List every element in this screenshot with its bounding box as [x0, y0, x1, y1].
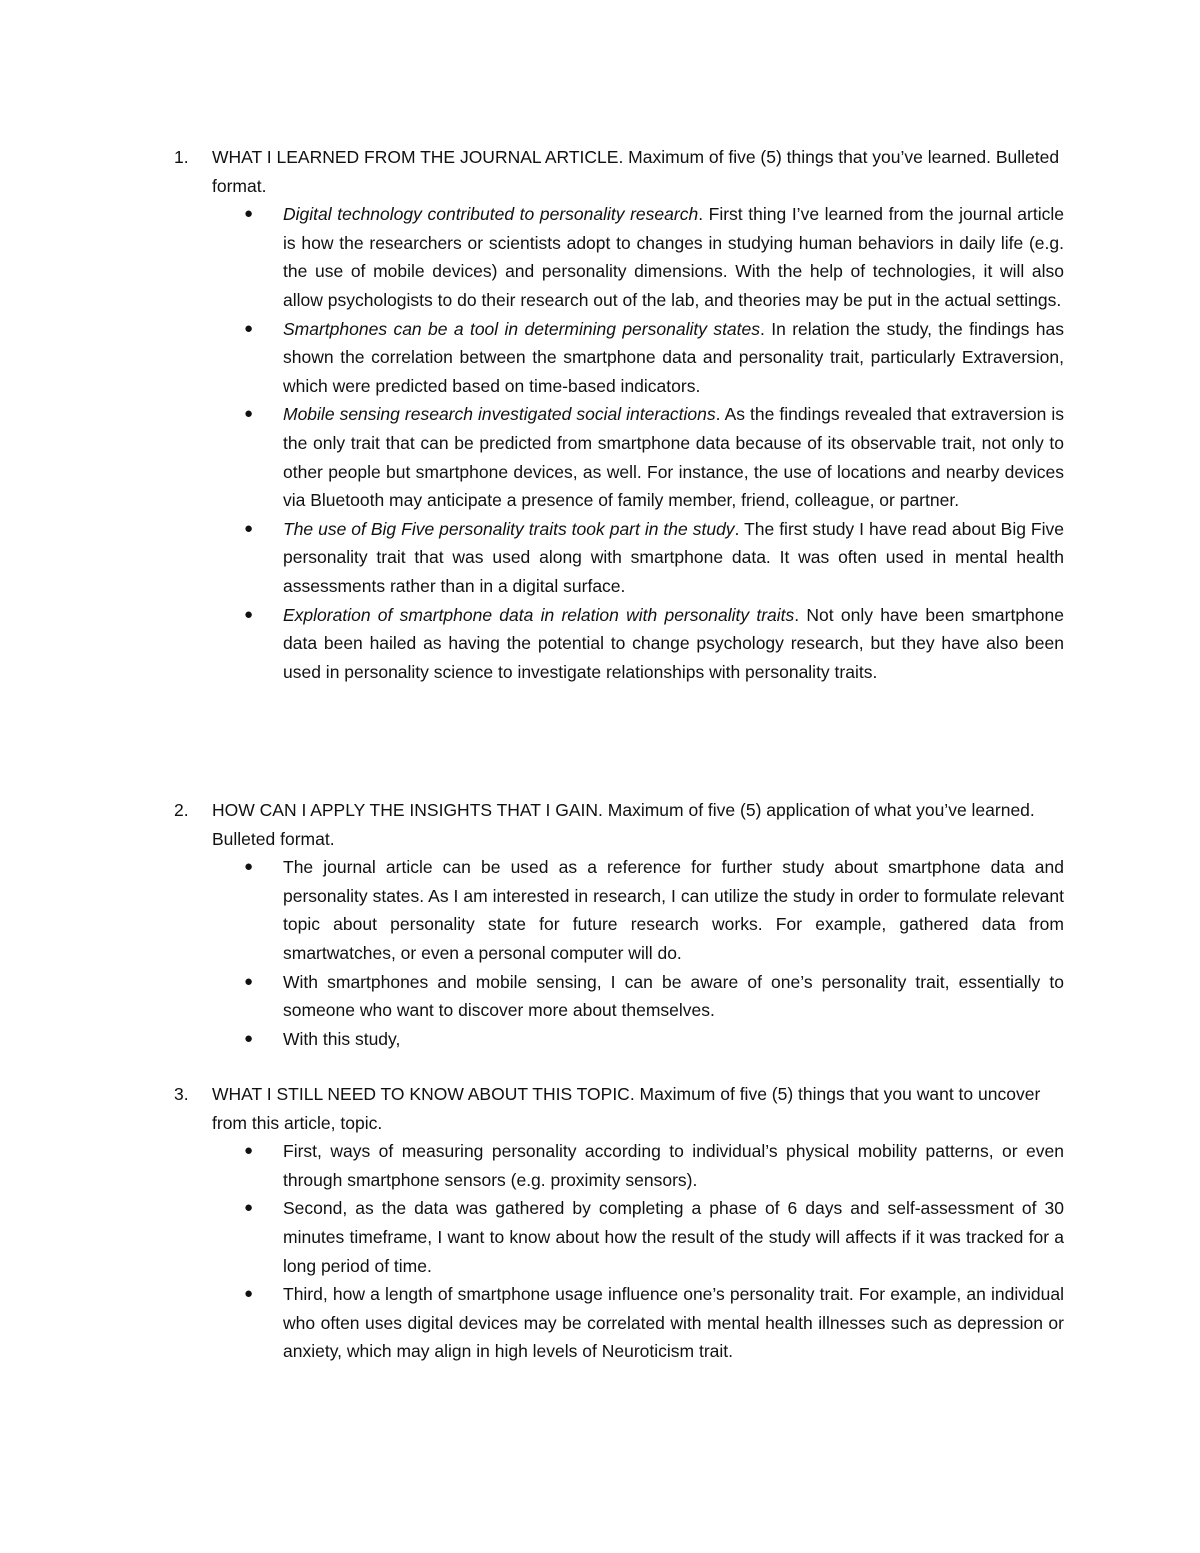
bullet-icon: ●	[244, 319, 254, 337]
section-number: 1.	[174, 147, 189, 167]
bullet-icon: ●	[244, 1285, 254, 1303]
list-item	[174, 200, 1064, 314]
section-number: 3.	[174, 1084, 189, 1104]
bullet-icon: ●	[244, 1029, 254, 1047]
section-number: 2.	[174, 800, 189, 820]
bullet-icon: ●	[244, 972, 254, 990]
list-item	[174, 1280, 1064, 1366]
bullet-icon: ●	[244, 1142, 254, 1160]
list-item	[174, 853, 1064, 967]
list-item	[174, 968, 1064, 1025]
list-item	[174, 515, 1064, 601]
section-heading	[174, 796, 1064, 853]
bullet-lead: Smartphones can be a tool in determining personality states	[283, 318, 761, 339]
bullet-icon: ●	[244, 205, 254, 223]
bullet-icon: ●	[244, 605, 254, 623]
section-heading-text: HOW CAN I APPLY THE INSIGHTS THAT I GAIN. Maximum of five (5) application of what you’ve learned. Bulleted format.	[212, 800, 1035, 849]
bullet-text: . Not only have been smartphone data been hailed as having the potential to change psychology research, but they have also been used in personality science to investigate relationships with personality traits.	[283, 604, 1064, 682]
list-item	[174, 400, 1064, 514]
section-heading	[174, 143, 1064, 200]
bullet-lead: The use of Big Five personality traits took part in the study	[283, 518, 735, 539]
bullet-lead: Mobile sensing research investigated social interactions	[283, 404, 716, 425]
list-item	[174, 601, 1064, 687]
bullet-icon: ●	[244, 519, 254, 537]
bullet-text: Second, as the data was gathered by completing a phase of 6 days and self-assessment of 30 minutes timeframe, I want to know about how the result of the study will affects if it was tracked for a long period of time.	[283, 1198, 1064, 1276]
bullet-text: With smartphones and mobile sensing, I can be aware of one’s personality trait, essentially to someone who want to discover more about themselves.	[283, 971, 1064, 1021]
bullet-text: With this study,	[283, 1028, 401, 1049]
bullet-lead: Digital technology contributed to personality research	[283, 204, 699, 225]
bullet-text: The journal article can be used as a reference for further study about smartphone data and personality states. As I am interested in research, I can utilize the study in order to formulate relevant topic about personality state for future research works. For example, gathered data from smartwatches, or even a personal computer will do.	[283, 857, 1064, 963]
bullet-icon: ●	[244, 405, 254, 423]
section-3	[174, 1080, 1064, 1366]
list-item	[174, 1194, 1064, 1280]
bullet-text: . The first study I have read about Big Five personality trait that was used along with smartphone data. It was often used in mental health assessments rather than in a digital surface.	[283, 518, 1064, 596]
list-item	[174, 1025, 1064, 1054]
bullet-text: First, ways of measuring personality according to individual’s physical mobility patterns, or even through smartphone sensors (e.g. proximity sensors).	[283, 1141, 1064, 1190]
bullet-lead: Exploration of smartphone data in relation with personality traits	[283, 604, 795, 625]
bullet-text: . In relation the study, the findings has shown the correlation between the smartphone data and personality trait, particularly Extraversion, which were predicted based on time-based indicators.	[283, 318, 1064, 396]
section-1	[174, 143, 1064, 686]
section-heading-text: WHAT I LEARNED FROM THE JOURNAL ARTICLE. Maximum of five (5) things that you’ve learned. Bulleted format.	[212, 147, 1060, 196]
bullet-list	[174, 200, 1064, 686]
bullet-text: . First thing I’ve learned from the journal article is how the researchers or scientists adopt to changes in studying human behaviors in daily life (e.g. the use of mobile devices) and personality dimensions. With the help of technologies, it will also allow psychologists to do their research out of the lab, and theories may be put in the actual settings.	[283, 204, 1064, 310]
list-item	[174, 315, 1064, 401]
bullet-text: Third, how a length of smartphone usage influence one’s personality trait. For example, an individual who often uses digital devices may be correlated with mental health illnesses such as depression or anxiety, which may align in high levels of Neuroticism trait.	[283, 1284, 1064, 1362]
list-item	[174, 1137, 1064, 1194]
bullet-icon: ●	[244, 858, 254, 876]
bullet-text: . As the findings revealed that extraversion is the only trait that can be predicted from smartphone data because of its observable trait, not only to other people but smartphone devices, as well. For instance, the use of locations and nearby devices via Bluetooth may anticipate a presence of family member, friend, colleague, or partner.	[283, 404, 1064, 511]
bullet-list	[174, 1137, 1064, 1366]
section-heading-text: WHAT I STILL NEED TO KNOW ABOUT THIS TOPIC. Maximum of five (5) things that you want to uncover from this article, topic.	[212, 1084, 1041, 1133]
section-heading	[174, 1080, 1064, 1137]
bullet-list	[174, 853, 1064, 1053]
bullet-icon: ●	[244, 1199, 254, 1217]
section-2	[174, 796, 1064, 1053]
